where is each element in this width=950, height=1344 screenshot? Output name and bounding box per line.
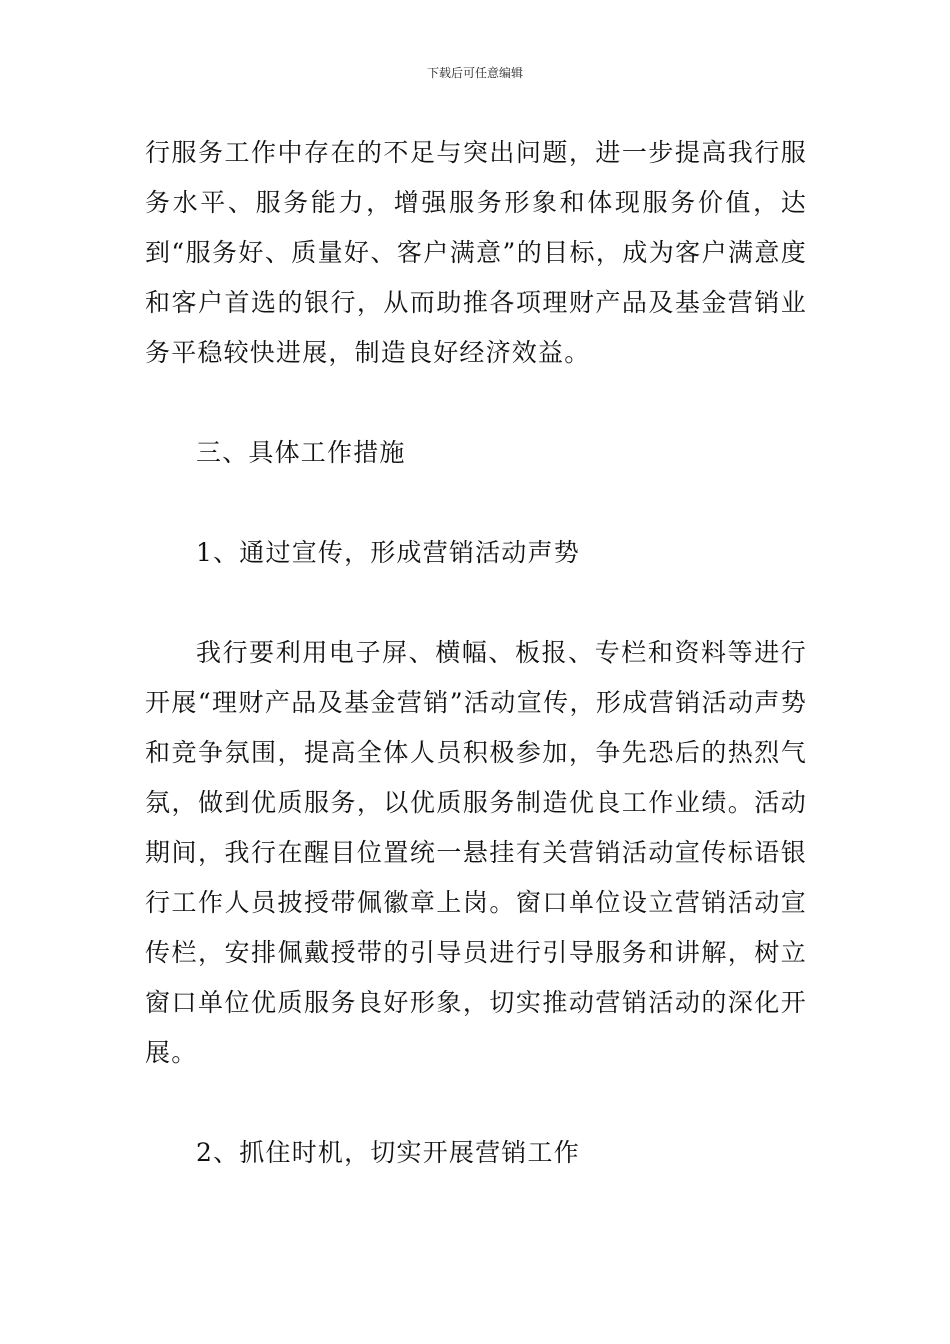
- paragraph-publicity: 我行要利用电子屏、横幅、板报、专栏和资料等进行开展“理财产品及基金营销”活动宣传，形成营销活动声势和竞争氛围，提高全体人员积极参加，争先恐后的热烈气氛，做到优质服务，以优质服务制造优良工作业绩。活动期间，我行在醒目位置统一悬挂有关营销活动宣传标语银行工作人员披授带佩徽章上岗。窗口单位设立营销活动宣传栏，安排佩戴授带的引导员进行引导服务和讲解，树立窗口单位优质服务良好形象，切实推动营销活动的深化开展。: [145, 638, 807, 1067]
- document-body: [145, 128, 807, 1178]
- page-header-note: 下载后可任意编辑: [426, 66, 523, 80]
- section-heading-measures: 三、具体工作措施: [196, 438, 406, 467]
- item-heading-seize-opportunity: 2、抓住时机，切实开展营销工作: [196, 1138, 580, 1167]
- paragraph-service-goals: 行服务工作中存在的不足与突出问题，进一步提高我行服务水平、服务能力，增强服务形象和体现服务价值，达到“服务好、质量好、客户满意”的目标，成为客户满意度和客户首选的银行，从而助推各项理财产品及基金营销业务平稳较快进展，制造良好经济效益。: [145, 138, 807, 367]
- item-heading-publicity: 1、通过宣传，形成营销活动声势: [196, 538, 580, 567]
